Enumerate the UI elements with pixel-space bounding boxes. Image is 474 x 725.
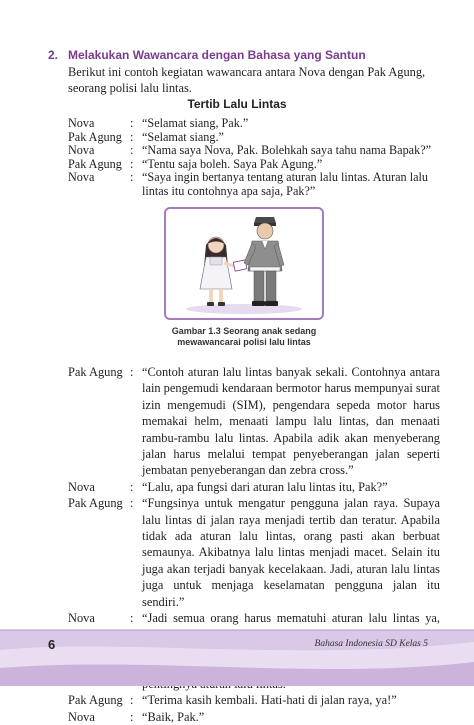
speaker-colon: : [130,129,134,144]
speaker-name: Nova [68,611,95,626]
speaker-name: Pak Agung [68,129,122,144]
speaker-colon: : [130,496,134,511]
speaker-name: Nova [68,709,95,724]
speaker-name: Nova [68,143,95,158]
dialog-line [68,144,440,158]
speech-text: “Tentu saja boleh. Saya Pak Agung.” [142,156,323,171]
dialog-line [68,709,440,725]
dialog-line [68,364,440,479]
footer-band [0,628,474,686]
dialog-top [68,117,440,199]
speaker-colon: : [130,170,134,185]
speech-text: “Lalu, apa fungsi dari aturan lalu lintas itu, Pak?” [142,479,388,494]
speech-text: “Baik, Pak.” [142,709,205,724]
illustration-girl-and-police [166,209,322,318]
dialog-line [68,171,440,198]
speech-text: “Selamat siang.” [142,129,224,144]
dialog-line [68,479,440,495]
dialog-line [68,158,440,172]
speaker-colon: : [130,611,134,626]
speech-text: “Jadi semua orang harus mematuhi aturan lalu lintas ya, [142,611,440,626]
dialog-title: Tertib Lalu Lintas [187,97,287,111]
dialog-line [68,495,440,610]
speech-text: “Contoh aturan lalu lintas banyak sekali. Contohnya antara lain pengemudi kendaraan bermotor harus mempunyai surat izin mengemudi (SIM), pengendara sepeda motor harus memakai helm, menaati lampu lalu lintas, dan menaati rambu-rambu lalu lintas. Apabila adik akan menyeberang jalan harus melalui tempat penyeberangan jalan seperti jembatan penyeberangan dan zebra cross.” [142,365,440,478]
speaker-name: Nova [68,116,95,130]
speech-text: “Saya ingin bertanya tentang aturan lalu lintas. Aturan lalu lintas itu contohnya apa saja, Pak?” [142,170,428,198]
speaker-name: Pak Agung [68,496,123,511]
speaker-colon: : [130,156,134,171]
speaker-name: Pak Agung [68,156,122,171]
illustration-frame [164,207,324,320]
speaker-colon: : [130,693,134,708]
section-title: Melakukan Wawancara dengan Bahasa yang Santun [68,48,366,62]
speaker-colon: : [130,143,134,158]
speaker-name: Nova [68,479,95,494]
figure-caption [130,326,358,348]
speaker-colon: : [130,709,134,724]
section-heading [48,48,366,62]
speaker-colon: : [130,479,134,494]
speaker-colon: : [130,116,134,130]
footer-decoration [0,628,474,686]
running-footer: Bahasa Indonesia SD Kelas 5 [314,639,428,649]
section-number: 2. [48,48,59,62]
figure-caption-line1: Gambar 1.3 Seorang anak sedang [171,326,317,336]
dialog-line [68,131,440,145]
page-number: 6 [48,637,56,652]
speaker-name: Pak Agung [68,365,123,379]
police-figure [244,217,284,306]
intro-paragraph: Berikut ini contoh kegiatan wawancara antara Nova dengan Pak Agung, seorang polisi lalu lintas. [68,65,426,95]
dialog-line [68,117,440,131]
speech-text: “Fungsinya untuk mengatur pengguna jalan raya. Supaya lalu lintas di jalan raya menjadi tertib dan teratur. Apabila tidak ada aturan lalu lintas, orang pasti akan berbuat semaunya. Akibatnya lalu lintas menjadi macet. Selain itu juga akan terjadi banyak kecelakaan. Jadi, aturan lalu lintas juga untuk menjaga keselamatan pengguna jalan itu sendiri.” [142,496,440,609]
speech-text: “Terima kasih kembali. Hati-hati di jalan raya, ya!” [142,693,397,708]
girl-figure [200,237,247,306]
speech-text: “Selamat siang, Pak.” [142,116,249,130]
speaker-colon: : [130,365,134,379]
speech-text: “Nama saya Nova, Pak. Bolehkah saya tahu nama Bapak?” [142,143,432,158]
dialog-line [68,692,440,708]
speaker-name: Nova [68,170,95,185]
speaker-name: Pak Agung [68,693,123,708]
figure-caption-line2: mewawancarai polisi lalu lintas [177,337,311,347]
